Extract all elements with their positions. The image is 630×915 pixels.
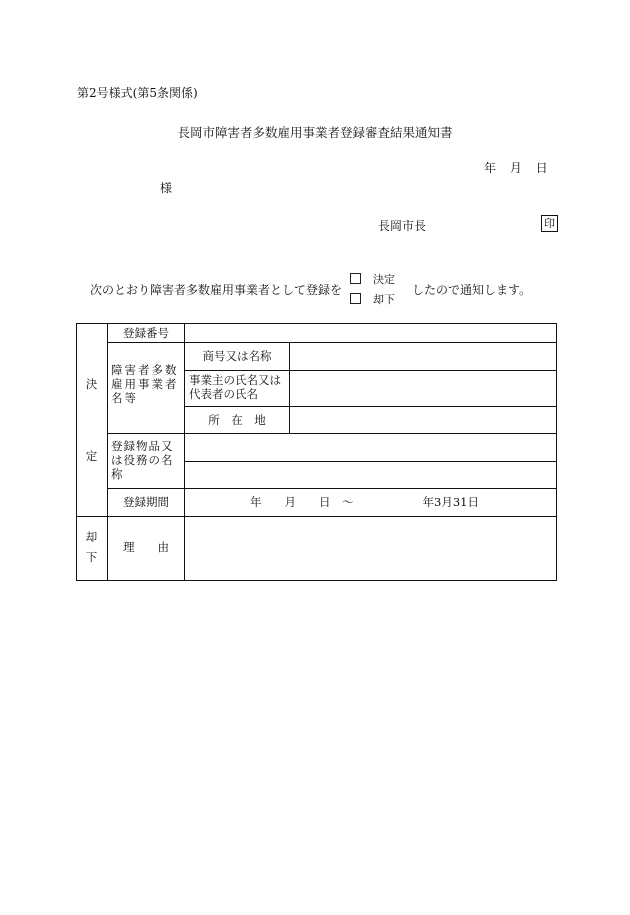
reason-label: 理 由 [123, 540, 169, 554]
registration-number-label: 登録番号 [123, 326, 169, 340]
seal-mark: 印 [541, 215, 558, 232]
addressee-suffix: 様 [160, 181, 173, 195]
form-number: 第2号様式(第5条関係) [77, 86, 198, 100]
period-label: 登録期間 [123, 495, 169, 509]
representative-label: 事業主の氏名又は代表者の氏名 [189, 373, 281, 401]
section-decide-1: 決 [85, 377, 98, 391]
notice-text-before: 次のとおり障害者多数雇用事業者として登録を [90, 283, 343, 297]
goods-services-label: 登録物品又は役務の名称 [111, 439, 174, 481]
option-reject-label: 却下 [373, 293, 395, 306]
option-decide-label: 決定 [373, 273, 395, 286]
period-value: 年 月 日 ～ 年3月31日 [250, 495, 479, 509]
issuer-name: 長岡市長 [378, 219, 427, 233]
section-reject-2: 下 [85, 550, 98, 564]
option-reject[interactable] [350, 291, 395, 307]
address-label: 所 在 地 [208, 413, 266, 427]
option-decide[interactable] [350, 271, 395, 287]
employer-label: 障害者多数雇用事業者名等 [111, 363, 179, 405]
result-table [76, 323, 557, 581]
date-line: 年 月 日 [484, 161, 548, 175]
checkbox-reject[interactable] [350, 293, 361, 304]
checkbox-decide[interactable] [350, 273, 361, 284]
trade-name-label: 商号又は名称 [202, 349, 272, 363]
section-reject-1: 却 [85, 530, 98, 544]
document-title: 長岡市障害者多数雇用事業者登録審査結果通知書 [177, 125, 453, 140]
section-decide-2: 定 [85, 449, 98, 463]
notice-text-after: したので通知します。 [412, 283, 532, 297]
